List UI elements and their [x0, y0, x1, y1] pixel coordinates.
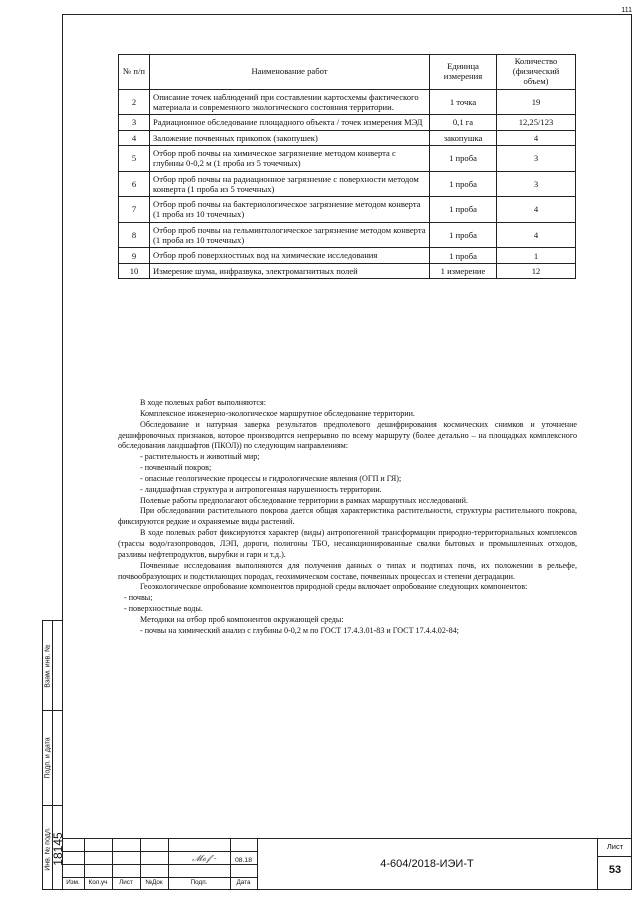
list-item: - растительность и животный мир; [140, 452, 260, 462]
table-row [119, 115, 576, 130]
cell-qty: 1 [497, 248, 576, 263]
signature-image: 𝓜𝓸𝓯 - [192, 854, 217, 864]
cell-unit: 1 точка [430, 89, 497, 115]
cell-qty: 4 [497, 197, 576, 223]
cell-unit: 1 проба [430, 248, 497, 263]
title-block-line [62, 851, 257, 852]
table-header-row [119, 55, 576, 90]
cell-unit: закопушка [430, 130, 497, 145]
cell-qty: 4 [497, 130, 576, 145]
page-number: 111 [621, 7, 632, 14]
table-row [119, 89, 576, 115]
cell-name: Отбор проб почвы на гельминтологическое загрязнение методом конверта (1 проба из 10 точечных) [150, 222, 430, 248]
paragraph: В ходе полевых работ выполняются: [140, 398, 266, 407]
cell-num: 6 [119, 171, 150, 197]
label-kol-uch: Кол.уч [88, 879, 108, 886]
cell-name: Описание точек наблюдений при составлении картосхемы фактического материала и современного экологического состояния территории. [150, 89, 430, 115]
paragraph: В ходе полевых работ фиксируются характер (виды) антропогенной трансформации природно-территориальных комплексов (трассы водо/газопроводов, ЛЭП, дороги, полигоны ТБО, несанкционированные свалки бытовых и промышленных отходов, разливы нефтепродуктов, вырубки и гари и т.д.). [118, 528, 577, 559]
cell-name: Отбор проб почвы на бактериологическое загрязнение методом конверта (1 проба из 10 точечных) [150, 197, 430, 223]
paragraph: При обследовании растительного покрова дается общая характеристика растительности, структуры растительного покрова, фиксируются редкие и охраняемые виды растений. [118, 506, 577, 527]
cell-unit: 1 проба [430, 222, 497, 248]
cell-num: 5 [119, 145, 150, 171]
directions-list [118, 452, 577, 495]
paragraph: Почвенные исследования выполняются для получения данных о типах и подтипах почв, их положении в рельефе, почвообразующих и подстилающих породах, геохимическом составе, почвенных процессах и степени деградации. [118, 560, 577, 581]
cell-num: 2 [119, 89, 150, 115]
cell-num: 7 [119, 197, 150, 223]
header-qty: Количество (физический объем) [497, 55, 576, 90]
label-podp: Подп. [190, 879, 208, 886]
title-block-line [62, 864, 257, 865]
label-list: Лист [119, 879, 133, 886]
cell-unit: 1 проба [430, 145, 497, 171]
cell-qty: 12 [497, 263, 576, 278]
cell-name: Отбор проб почвы на радиационное загрязнение с поверхности методом конверта (1 проба из 5 точечных) [150, 171, 430, 197]
table-row [119, 171, 576, 197]
document-code: 4-604/2018-ИЭИ-Т [380, 858, 474, 870]
cell-num: 8 [119, 222, 150, 248]
label-ndok: №Док [145, 879, 163, 886]
paragraph: - почвы на химический анализ с глубины 0-0,2 м по ГОСТ 17.4.3.01-83 и ГОСТ 17.4.4.02-84; [140, 625, 459, 635]
sheet-divider [598, 856, 632, 857]
works-table [118, 54, 576, 279]
table-body [119, 89, 576, 278]
cell-name: Заложение почвенных прикопок (закопушек) [150, 130, 430, 145]
cell-num: 4 [119, 130, 150, 145]
inventory-number: 18145 [51, 831, 65, 866]
list-item: - поверхностные воды. [124, 604, 203, 614]
list-item: - ландшафтная структура и антропогенная нарушенность территории. [140, 484, 382, 494]
title-block [62, 838, 632, 890]
table-row [119, 130, 576, 145]
sheet-label: Лист [606, 842, 624, 851]
title-block-line [62, 877, 257, 878]
cell-qty: 3 [497, 171, 576, 197]
cell-qty: 4 [497, 222, 576, 248]
cell-unit: 0,1 га [430, 115, 497, 130]
cell-qty: 12,25/123 [497, 115, 576, 130]
cell-unit: 1 проба [430, 197, 497, 223]
header-unit: Единица измерения [430, 55, 497, 90]
table-row [119, 197, 576, 223]
side-label-inv: Инв. № подл. [44, 826, 52, 871]
side-stamp-divider [52, 620, 53, 890]
cell-name: Радиационное обследование площадного объекта / точек измерения МЭД [150, 115, 430, 130]
table-row [119, 263, 576, 278]
cell-name: Отбор проб поверхностных вод на химические исследования [150, 248, 430, 263]
paragraph: Обследование и натурная заверка результатов предполевого дешифрирования космических снимков и уточнение дешифровочных признаков, которое производится непрерывно по всему маршруту (более детально – на площадках комплексного обследования ландшафтов (ПКОЛ)) по следующим направлениям: [118, 419, 577, 451]
list-item: - почвенный покров; [140, 463, 212, 473]
paragraph: Комплексное инженерно-экологическое маршрутное обследование территории. [140, 408, 415, 418]
label-izm: Изм. [66, 879, 80, 886]
list-item: - почвы; [124, 593, 153, 603]
table-row [119, 222, 576, 248]
cell-name: Измерение шума, инфразвука, электромагнитных полей [150, 263, 430, 278]
cell-num: 3 [119, 115, 150, 130]
cell-name: Отбор проб почвы на химическое загрязнение методом конверта с глубины 0-0,2 м (1 проба из 5 точечных) [150, 145, 430, 171]
side-label-vzam: Взам. инв. № [44, 643, 52, 688]
cell-qty: 19 [497, 89, 576, 115]
cell-num: 10 [119, 263, 150, 278]
paragraph: Методики на отбор проб компонентов окружающей среды: [140, 614, 344, 624]
list-item: - опасные геологические процессы и гидрологические явления (ОГП и ГЯ); [140, 473, 402, 483]
components-list [118, 593, 577, 615]
cell-num: 9 [119, 248, 150, 263]
cell-qty: 3 [497, 145, 576, 171]
header-num: № п/п [119, 55, 150, 90]
side-label-podp: Подп. и дата [44, 737, 52, 779]
sheet-number: 53 [608, 864, 622, 876]
cell-unit: 1 проба [430, 171, 497, 197]
header-name: Наименование работ [150, 55, 430, 90]
cell-unit: 1 измерение [430, 263, 497, 278]
sheet-box [597, 838, 632, 890]
paragraph: Геоэкологическое опробование компонентов природной среды включает опробование следующих компонентов: [140, 582, 528, 592]
signature-date: 08.18 [234, 857, 252, 864]
table-row [119, 248, 576, 263]
body-text [118, 398, 577, 637]
label-data: Дата [236, 879, 251, 886]
table-row [119, 145, 576, 171]
paragraph: Полевые работы предполагают обследование территории в рамках маршрутных исследований. [140, 495, 468, 505]
